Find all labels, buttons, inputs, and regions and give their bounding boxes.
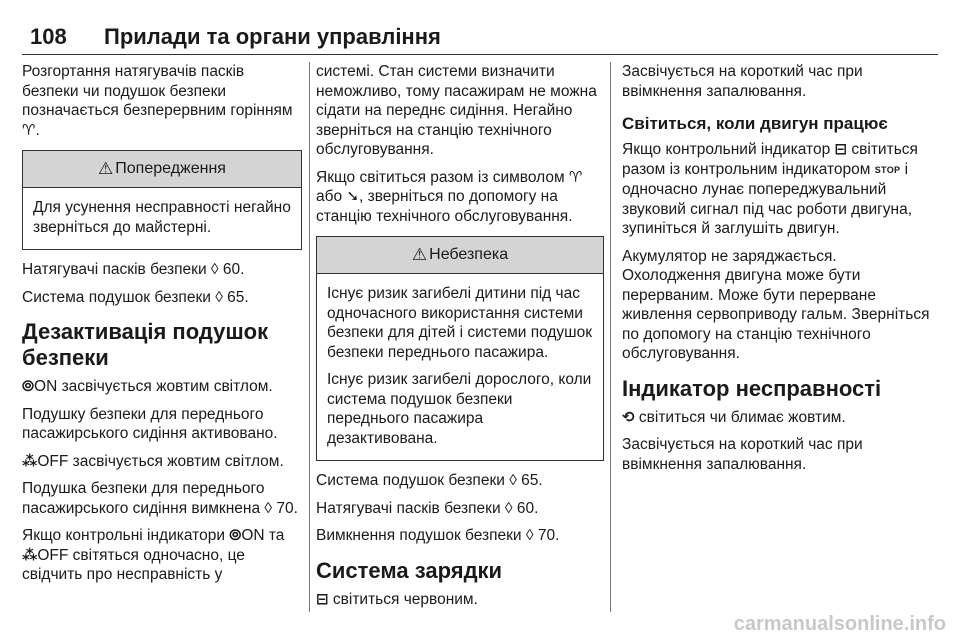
battery-icon: ⊟	[316, 590, 329, 608]
page-title: Прилади та органи управління	[104, 24, 441, 49]
danger-title: Небезпека	[429, 246, 509, 263]
intro-paragraph: Розгортання натягувачів пасків безпеки чи подушок безпеки позначається безперервним горінням ♈.	[22, 63, 293, 139]
column-2	[316, 62, 604, 617]
ref-airbags[interactable]: Система подушок безпеки ◊ 65.	[22, 288, 249, 306]
battery-icon: ⊟	[834, 141, 848, 158]
airbag-on-icon: ⦾	[22, 378, 35, 395]
column-3	[622, 62, 938, 482]
charging-paragraph: ⊟ світиться червоним.	[316, 590, 478, 608]
engine-running-paragraph: Якщо контрольний індикатор ⊟ світиться разом із контрольним індикатором STOP і одночасно лунає попереджувальний звуковий сигнал під час роботи двигуна, зупиніться й заглушіть двигун.	[622, 141, 918, 237]
danger-text-2: Існує ризик загибелі дорослого, коли система подушок безпеки переднього пасажира дезактивована.	[327, 371, 592, 447]
seatbelt-icon: ♈	[568, 168, 583, 186]
seatbelt-tensioner-icon: ➘	[346, 188, 360, 205]
danger-text-1: Існує ризик загибелі дитини під час одночасного використання системи безпеки для дітей і системи подушок безпеки переднього пасажира.	[327, 285, 593, 361]
subheading-engine-running: Світиться, коли двигун працює	[622, 114, 888, 133]
airbag-on-paragraph: ⦾ON засвічується жовтим світлом.	[22, 378, 273, 395]
header-rule	[22, 54, 938, 55]
danger-box-header	[317, 237, 603, 274]
warning-box	[22, 150, 302, 250]
ref-belts[interactable]: Натягувачі пасків безпеки ◊ 60.	[22, 261, 245, 278]
charging-brief-paragraph: Засвічується на короткий час при ввімкнення запалювання.	[622, 63, 863, 100]
ref-airbags[interactable]: Система подушок безпеки ◊ 65.	[316, 472, 543, 489]
stop-icon: STOP	[874, 164, 901, 175]
danger-box	[316, 236, 604, 461]
warning-icon: ⚠	[98, 159, 114, 178]
airbag-off-icon: ⁂	[22, 546, 38, 564]
column-1	[22, 62, 302, 593]
airbag-on-desc: Подушку безпеки для переднього пасажирського сидіння активовано.	[22, 405, 278, 442]
mil-brief-paragraph: Засвічується на короткий час при ввімкнення запалювання.	[622, 436, 863, 473]
page-number: 108	[30, 24, 67, 49]
warning-title: Попередження	[115, 160, 226, 177]
symbols-paragraph: Якщо світиться разом із символом ♈ або ➘, зверніться по допомогу на станцію технічного обслуговування.	[316, 168, 583, 225]
mil-paragraph: ⟲ світиться чи блимає жовтим.	[622, 408, 846, 426]
watermark: carmanualsonline.info	[733, 613, 946, 635]
system-cont-paragraph: системі. Стан системи визначити неможливо, тому пасажирам не можна сідати на переднє сидіння. Негайно зверніться на станцію технічного обслуговування.	[316, 63, 597, 158]
airbag-off-paragraph: ⁂OFF засвічується жовтим світлом.	[22, 452, 284, 470]
airbag-on-icon: ⦾	[229, 527, 242, 544]
airbag-off-icon: ⁂	[22, 452, 38, 470]
warning-text: Для усунення несправності негайно зверніться до майстерні.	[33, 199, 291, 236]
danger-icon: ⚠	[411, 245, 428, 264]
heading-malfunction-indicator: Індикатор несправності	[622, 375, 882, 401]
airbag-both-paragraph: Якщо контрольні індикатори ⦾ON та ⁂OFF світяться одночасно, це свідчить про несправність у	[22, 527, 285, 583]
battery-not-charging-paragraph: Акумулятор не заряджається. Охолодження двигуна може бути перерваним. Може бути перерване живлення сервоприводу гальм. Зверніться по допомогу на станцію технічного обслуговування.	[622, 247, 930, 362]
warning-box-header	[23, 151, 301, 188]
seatbelt-icon: ♈	[22, 121, 36, 139]
heading-charging-system: Система зарядки	[316, 557, 503, 583]
heading-airbag-deactivation: Дезактивація подушок безпеки	[22, 319, 269, 370]
ref-belts[interactable]: Натягувачі пасків безпеки ◊ 60.	[316, 499, 539, 517]
column-divider-2	[610, 62, 611, 612]
airbag-off-desc: Подушка безпеки для переднього пасажирського сидіння вимкнена ◊ 70.	[22, 480, 298, 517]
column-divider-1	[309, 62, 310, 612]
engine-check-icon: ⟲	[622, 408, 635, 426]
ref-airbag-off[interactable]: Вимкнення подушок безпеки ◊ 70.	[316, 527, 560, 544]
page-header	[22, 24, 938, 54]
